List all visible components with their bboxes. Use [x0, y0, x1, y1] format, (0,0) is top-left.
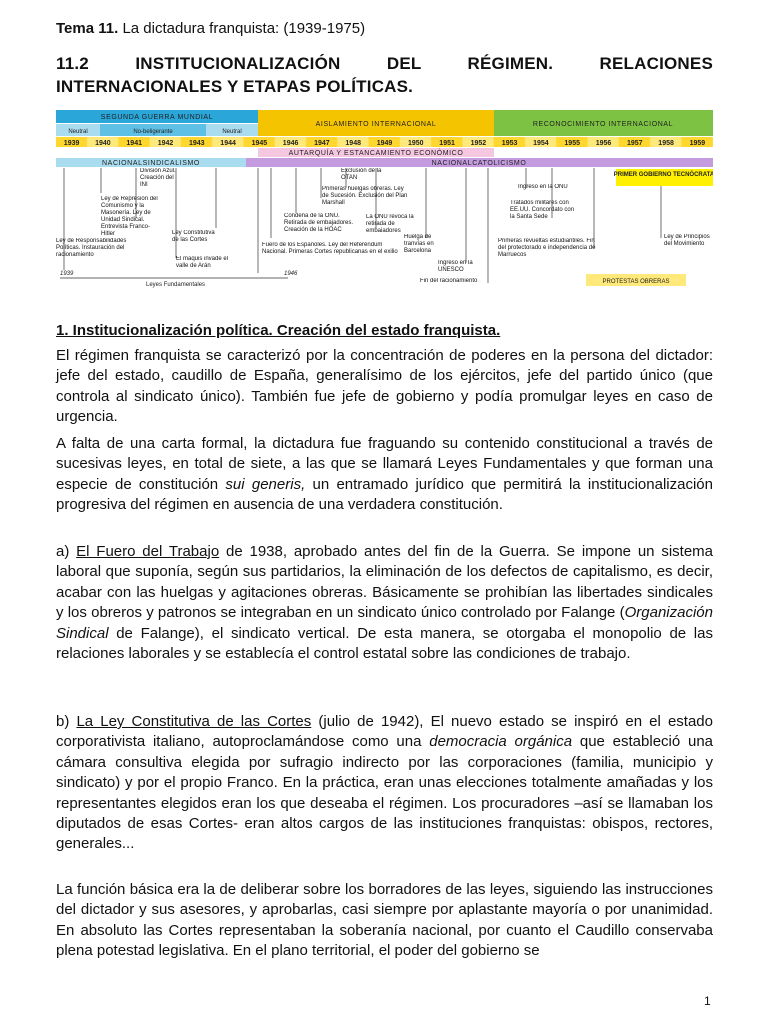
event-huelgas: Primeras huelgas obreras. Ley de Sucesión. Exclusión del Plan Marshall — [322, 186, 408, 206]
timeline-events — [56, 168, 713, 288]
event-cortes: Ley Constitutiva de las Cortes — [172, 230, 215, 243]
year-label: 1948 — [345, 140, 361, 147]
year-label: 1939 — [63, 140, 80, 147]
topic-title: La dictadura franquista: (1939-1975) — [122, 20, 366, 37]
paragraph-cortes-a: (julio de 1942), El nuevo estado se inspiró en el estado corporativista italiano, autoproclamándose como una — [56, 713, 713, 751]
year-label: 1955 — [564, 140, 580, 147]
event-condena-onu: Condena de la ONU. Retirada de embajadores. Creación de la HOAC — [284, 213, 354, 233]
year-label: 1952 — [470, 140, 487, 147]
year-label: 1956 — [595, 140, 612, 147]
year-label: 1940 — [95, 140, 111, 147]
band-neutral-1-label: Neutral — [68, 129, 88, 135]
year-label: 1953 — [501, 140, 518, 147]
heading-line-2: INTERNACIONALES Y ETAPAS POLÍTICAS. — [56, 77, 414, 96]
year-label: 1957 — [627, 140, 643, 147]
band-isolation-label: AISLAMIENTO INTERNACIONAL — [315, 121, 437, 128]
topic-header — [56, 20, 365, 37]
event-ingreso-onu: Ingreso en la ONU — [518, 184, 568, 190]
year-label: 1954 — [533, 140, 549, 147]
paragraph-cortes — [56, 712, 713, 855]
event-tratados: Tratados militares con EE.UU. Concordato con la Santa Sede — [510, 200, 575, 220]
timeline-svg — [56, 108, 713, 293]
paragraph-5: La función básica era la de deliberar sobre los borradores de las leyes, siguiendo las instrucciones del dictador y sus asesores, y aprobarlas, casi siempre por aplastante mayoría o por unanimidad. En absoluto las Cortes representaban la soberanía nacional, por cuanto el Caudillo conservaba plena potestad legislativa. En el plano territorial, el poder del gobierno se — [56, 881, 713, 960]
year-label: 1943 — [189, 140, 205, 147]
year-label: 1945 — [251, 140, 268, 147]
band-nationalcatholicism-label: NACIONALCATOLICISMO — [431, 160, 527, 167]
section-title: 1. Institucionalización política. Creación del estado franquista. — [56, 322, 501, 339]
paragraph-2-a: A falta de una carta formal, la dictadura fue fraguando su contenido constitucional a través de sucesivas leyes, en total de siete, a las que se llamará Leyes Fundamentales y que forman una especie de constitución — [56, 435, 713, 493]
label-1939: 1939 — [60, 271, 74, 277]
paragraph-cortes-prefix: b) — [56, 713, 77, 730]
year-label: 1958 — [658, 140, 674, 147]
paragraph-fuero-italic: Organización Sindical — [56, 604, 713, 642]
timeline-figure — [56, 108, 713, 293]
paragraph-fuero-b: de Falange), el sindicato vertical. De esta manera, se otorgaba el monopolio de las relaciones laborales y se establecía el control estatal sobre las condiciones de trabajo. — [56, 624, 713, 663]
paragraph-fuero-title: El Fuero del Trabajo — [76, 543, 220, 560]
event-principios: Ley de Principios del Movimiento — [664, 234, 710, 247]
year-label: 1946 — [282, 140, 299, 147]
band-technocrat-label: PRIMER GOBIERNO TECNÓCRATA — [613, 172, 713, 178]
year-label: 1941 — [126, 140, 142, 147]
event-fuero: Fuero de los Españoles. Ley del Referéndum Nacional. Primeras Cortes republicanas en el exilio — [262, 242, 398, 255]
year-label: 1959 — [689, 140, 706, 147]
paragraph-2 — [56, 434, 713, 516]
event-revueltas: Primeras revueltas estudiantiles. Fin del protectorado e independencia de Marruecos — [498, 238, 596, 258]
event-otan: Exclusión de la OTAN — [341, 168, 382, 181]
paragraph-cortes-title: La Ley Constitutiva de las Cortes — [76, 713, 312, 730]
band-neutral-2-label: Neutral — [222, 129, 242, 135]
event-unesco: Ingreso en la UNESCO — [438, 260, 473, 273]
paragraph-cortes-italic: democracia orgánica — [429, 733, 573, 751]
band-recognition-label: RECONOCIMIENTO INTERNACIONAL — [532, 121, 674, 128]
band-nationalsyndicalism-label: NACIONALSINDICALISMO — [102, 160, 200, 167]
paragraph-fuero — [56, 542, 713, 664]
year-label: 1950 — [408, 140, 424, 147]
paragraph-fuero-prefix: a) — [56, 543, 77, 560]
year-label: 1942 — [157, 140, 174, 147]
event-maquis: El maquis invade el valle de Arán — [176, 256, 229, 269]
event-tranvias: Huelga de tranvías en Barcelona — [404, 234, 434, 254]
fundamental-laws-label: Leyes Fundamentales — [146, 282, 206, 288]
band-war-label: SEGUNDA GUERRA MUNDIAL — [100, 114, 214, 121]
page-number: 1 — [704, 994, 711, 1008]
year-ticks — [56, 137, 712, 147]
band-autarky-label: AUTARQUÍA Y ESTANCAMIENTO ECONÓMICO — [288, 150, 464, 157]
topic-label: Tema 11. — [56, 20, 119, 37]
year-label: 1944 — [220, 140, 236, 147]
year-label: 1951 — [439, 140, 455, 147]
paragraph-1: El régimen franquista se caracterizó por la concentración de poderes en la persona del dictador: jefe del estado, caudillo de España, generalísimo de los ejércitos, jefe del partido único (que controla al sindicato único). También fue jefe de gobierno y podía promulgar leyes en caso de urgencia. — [56, 347, 713, 426]
event-division-azul: División Azul. Creación del INI — [140, 168, 176, 188]
event-represion: Ley de Represión del Comunismo y la Masonería. Ley de Unidad Sindical. Entrevista Franco-Hitler — [101, 196, 158, 237]
label-1946: 1946 — [284, 271, 298, 277]
heading-line-1: 11.2 INSTITUCIONALIZACIÓN DEL RÉGIMEN. RELACIONES — [56, 54, 713, 73]
paragraph-2-italic: sui generis, — [225, 475, 306, 493]
paragraph-fuero-a: de 1938, aprobado antes del fin de la Guerra. Se impone un sistema laboral que suponía, según sus partidarios, la eliminación de los defectos de capitalismo, es decir, acabar con las huelgas y agitaciones obreras. Básicamente se prohibían las libertades sindicales y los obreros y patronos se integraban en un sindicato único controlado por Falange ( — [56, 543, 713, 622]
band-protests-label: PROTESTAS OBRERAS — [602, 279, 670, 285]
event-fin-racionamiento: Fin del racionamiento — [420, 278, 478, 284]
event-responsabilidades: Ley de Responsabilidades Políticas. Instauración del racionamiento — [56, 238, 127, 258]
event-onu-revoca: La ONU revoca la retirada de embajadores — [366, 214, 414, 232]
paragraph-cortes-b: que estableció una cámara consultiva elegida por sufragio indirecto por las corporaciones (familia, municipio y sindicato) y por el propio Franco. En la práctica, eran unas elecciones totalmente amañadas y los representantes elegidos eran los que deseaba el régimen. Los procuradores –así se llamaban los diputados de esas Cortes- eran altos cargos de las instituciones franquistas: obispos, rectores, generales... — [56, 733, 714, 853]
band-nonbelligerent-label: No-beligerante — [133, 129, 173, 135]
year-label: 1947 — [314, 140, 330, 147]
paragraph-2-b: un entramado jurídico que permitirá la institucionalización progresiva del régimen en ausencia de una verdadera constitución. — [56, 475, 713, 514]
year-label: 1949 — [376, 140, 393, 147]
section-heading — [56, 52, 713, 98]
